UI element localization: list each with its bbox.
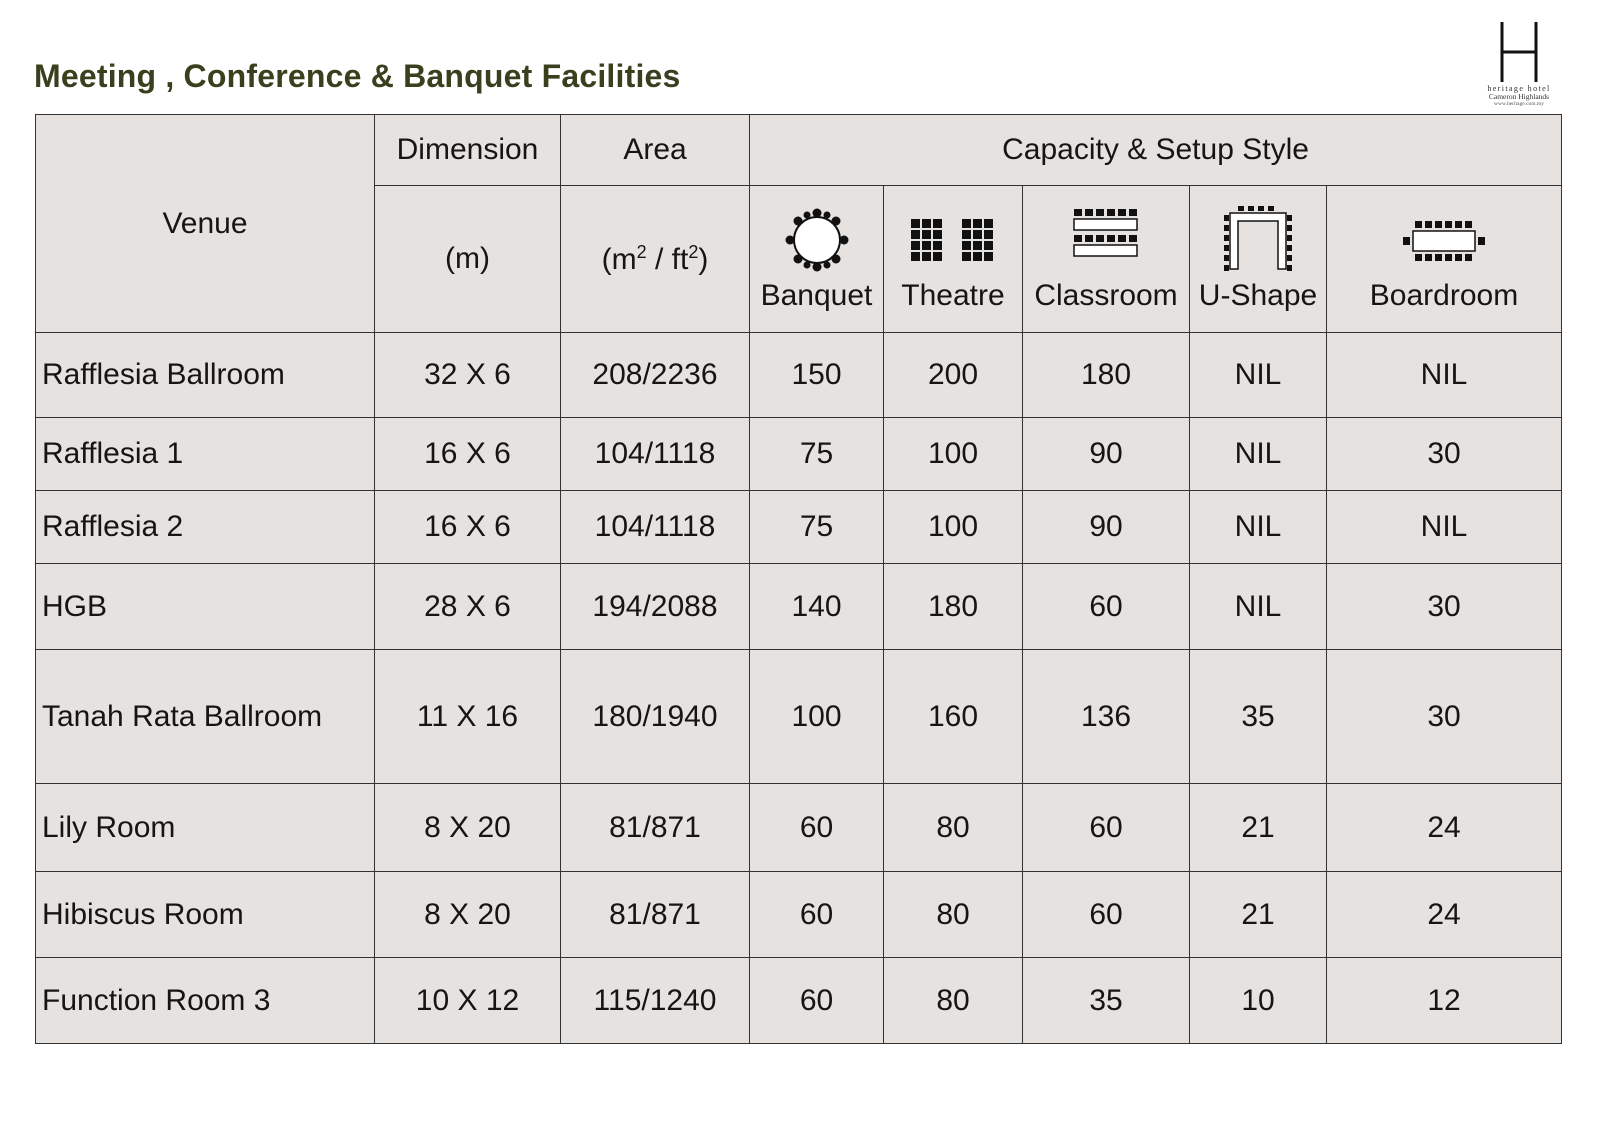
area-cell: 81/871 <box>561 784 750 872</box>
page-title: Meeting , Conference & Banquet Facilities <box>34 58 681 94</box>
banquet-cell: 75 <box>750 418 884 491</box>
table-row <box>36 333 1562 418</box>
boardroom-cell: 30 <box>1327 564 1562 650</box>
ushape-cell: NIL <box>1190 418 1327 491</box>
dimension-cell: 16 X 6 <box>375 491 561 564</box>
area-cell: 104/1118 <box>561 418 750 491</box>
dimension-cell: 32 X 6 <box>375 333 561 418</box>
venue-cell: Rafflesia 2 <box>36 491 375 564</box>
facilities-table <box>35 114 1562 1044</box>
dimension-cell: 16 X 6 <box>375 418 561 491</box>
venue-cell: Rafflesia 1 <box>36 418 375 491</box>
venue-cell: Function Room 3 <box>36 958 375 1044</box>
area-cell: 194/2088 <box>561 564 750 650</box>
logo-line-2: Cameron Highlands <box>1488 92 1550 101</box>
boardroom-cell: 24 <box>1327 784 1562 872</box>
h-letter-logo-icon <box>1496 20 1542 84</box>
round-table-icon <box>750 205 883 275</box>
ushape-cell: 35 <box>1190 650 1327 784</box>
theatre-style-label: Theatre <box>901 279 1005 312</box>
boardroom-cell: 24 <box>1327 872 1562 958</box>
venue-cell: Tanah Rata Ballroom <box>36 650 375 784</box>
theatre-cell: 100 <box>884 418 1023 491</box>
boardroom-cell: 30 <box>1327 418 1562 491</box>
ushape-cell: NIL <box>1190 333 1327 418</box>
capacity-column-header: Capacity & Setup Style <box>750 115 1562 186</box>
banquet-style-header <box>750 186 884 333</box>
dimension-cell: 11 X 16 <box>375 650 561 784</box>
classroom-cell: 35 <box>1023 958 1190 1044</box>
banquet-cell: 75 <box>750 491 884 564</box>
u-shape-seating-icon <box>1190 205 1326 275</box>
banquet-cell: 60 <box>750 784 884 872</box>
ushape-style-header <box>1190 186 1327 333</box>
table-row <box>36 784 1562 872</box>
area-column-header: Area <box>561 115 750 186</box>
table-row <box>36 650 1562 784</box>
banquet-style-label: Banquet <box>760 279 873 312</box>
theatre-cell: 160 <box>884 650 1023 784</box>
hotel-logo <box>1478 20 1560 107</box>
dimension-cell: 8 X 20 <box>375 784 561 872</box>
venue-cell: Hibiscus Room <box>36 872 375 958</box>
area-unit: $(m^2 / ft^2)$ <box>561 186 750 333</box>
theatre-style-header <box>884 186 1023 333</box>
banquet-cell: 150 <box>750 333 884 418</box>
classroom-cell: 90 <box>1023 418 1190 491</box>
table-row <box>36 564 1562 650</box>
ushape-cell: 21 <box>1190 784 1327 872</box>
dimension-unit: (m) <box>375 186 561 333</box>
table-row <box>36 418 1562 491</box>
classroom-style-header <box>1023 186 1190 333</box>
classroom-cell: 90 <box>1023 491 1190 564</box>
table-row <box>36 872 1562 958</box>
boardroom-cell: NIL <box>1327 491 1562 564</box>
venue-column-header: Venue <box>36 115 375 333</box>
theatre-cell: 200 <box>884 333 1023 418</box>
banquet-cell: 60 <box>750 958 884 1044</box>
dimension-cell: 8 X 20 <box>375 872 561 958</box>
logo-line-1: heritage hotel <box>1487 84 1551 93</box>
classroom-cell: 136 <box>1023 650 1190 784</box>
theatre-cell: 80 <box>884 784 1023 872</box>
table-row <box>36 958 1562 1044</box>
boardroom-style-label: Boardroom <box>1369 279 1519 312</box>
theatre-cell: 100 <box>884 491 1023 564</box>
dimension-column-header: Dimension <box>375 115 561 186</box>
table-row <box>36 491 1562 564</box>
area-cell: 81/871 <box>561 872 750 958</box>
classroom-seating-icon <box>1023 205 1189 275</box>
classroom-cell: 60 <box>1023 564 1190 650</box>
boardroom-style-header <box>1327 186 1562 333</box>
ushape-cell: NIL <box>1190 491 1327 564</box>
theatre-seating-icon <box>884 205 1022 275</box>
theatre-cell: 80 <box>884 958 1023 1044</box>
boardroom-seating-icon <box>1327 205 1561 275</box>
venue-cell: Lily Room <box>36 784 375 872</box>
venue-cell: Rafflesia Ballroom <box>36 333 375 418</box>
area-cell: 208/2236 <box>561 333 750 418</box>
ushape-cell: 21 <box>1190 872 1327 958</box>
area-cell: 115/1240 <box>561 958 750 1044</box>
theatre-cell: 180 <box>884 564 1023 650</box>
boardroom-cell: 12 <box>1327 958 1562 1044</box>
banquet-cell: 100 <box>750 650 884 784</box>
classroom-cell: 60 <box>1023 872 1190 958</box>
area-cell: 104/1118 <box>561 491 750 564</box>
classroom-style-label: Classroom <box>1034 279 1178 312</box>
ushape-cell: NIL <box>1190 564 1327 650</box>
logo-line-3: www.heritage.com.my <box>1494 101 1544 107</box>
ushape-cell: 10 <box>1190 958 1327 1044</box>
venue-cell: HGB <box>36 564 375 650</box>
dimension-cell: 28 X 6 <box>375 564 561 650</box>
area-cell: 180/1940 <box>561 650 750 784</box>
banquet-cell: 140 <box>750 564 884 650</box>
boardroom-cell: 30 <box>1327 650 1562 784</box>
boardroom-cell: NIL <box>1327 333 1562 418</box>
dimension-cell: 10 X 12 <box>375 958 561 1044</box>
classroom-cell: 180 <box>1023 333 1190 418</box>
classroom-cell: 60 <box>1023 784 1190 872</box>
ushape-style-label: U-Shape <box>1198 279 1318 312</box>
theatre-cell: 80 <box>884 872 1023 958</box>
banquet-cell: 60 <box>750 872 884 958</box>
